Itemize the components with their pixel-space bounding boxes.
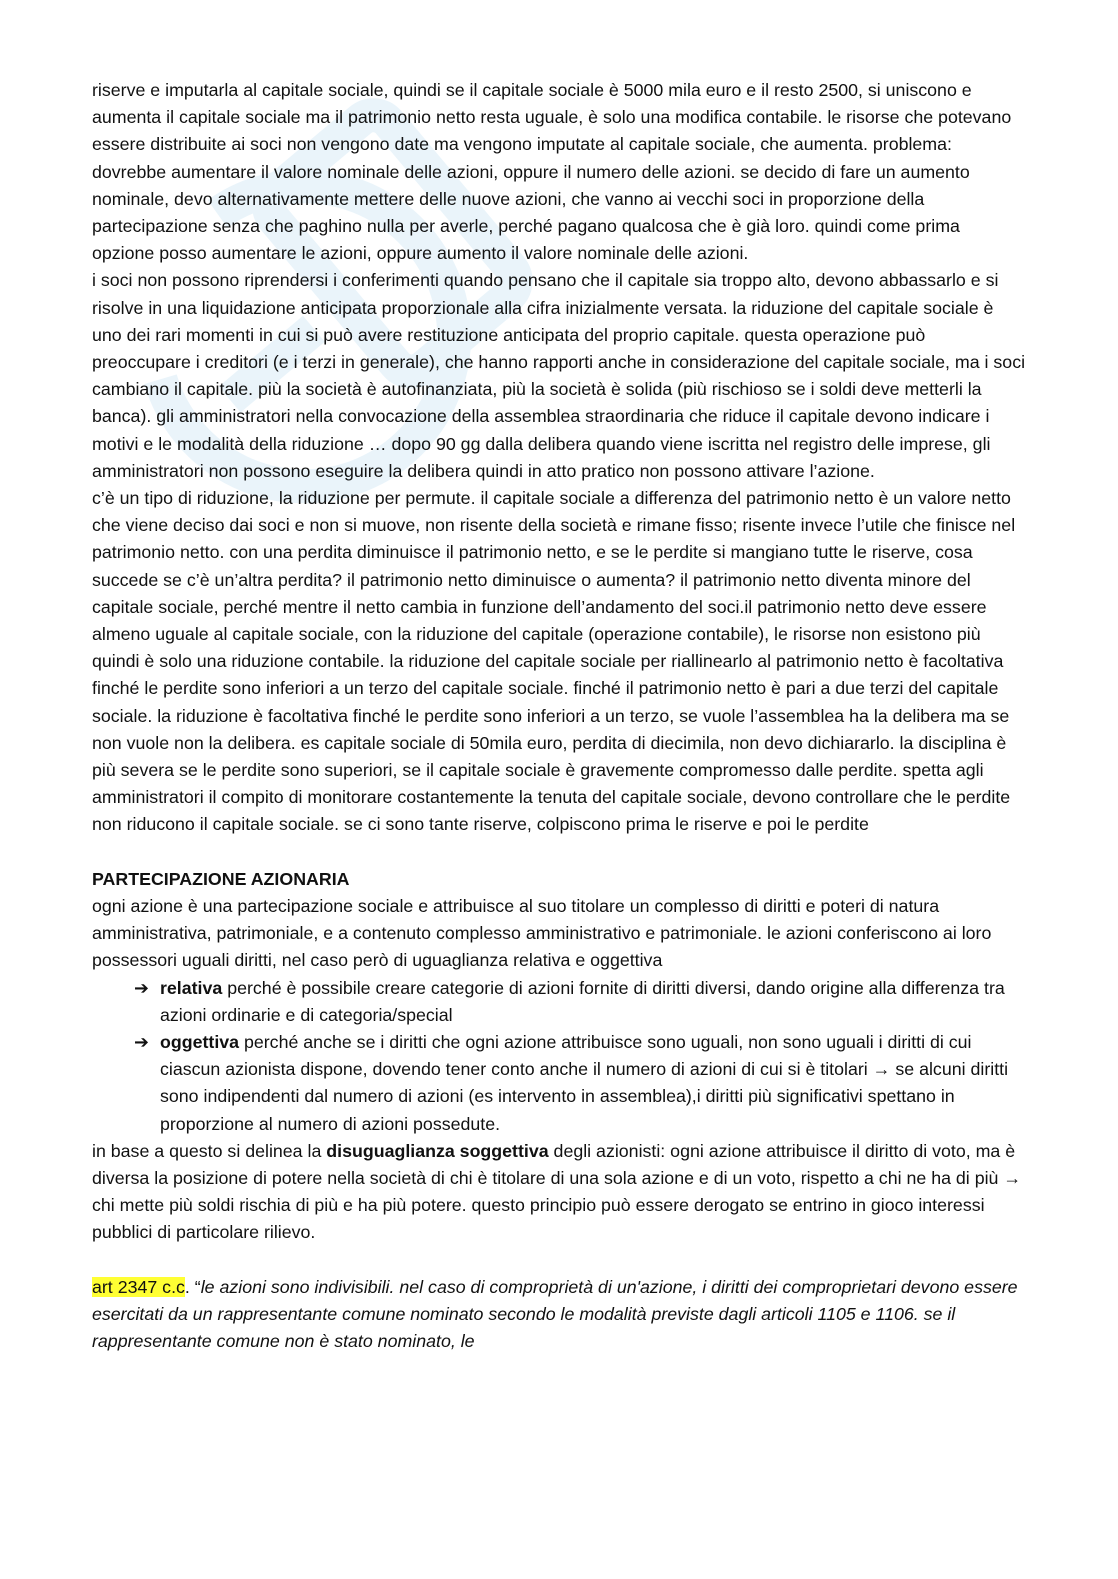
bullet-text: perché anche se i diritti che ogni azione attribuisce sono uguali, non sono uguali i diritti di cui ciascun azionista dispone, dovendo tener conto anche il numero di azioni di cui si è titolari → se alcuni diritti sono indipendenti dal numero di azioni (es intervento in assemblea),i diritti più significativi spettano in proporzione al numero di azioni possedute.	[160, 1031, 1009, 1134]
section-heading: PARTECIPAZIONE AZIONARIA	[92, 868, 350, 889]
bullet-list	[92, 975, 1027, 1138]
article-text: le azioni sono indivisibili. nel caso di comproprietà di un'azione, i diritti dei comproprietari devono essere esercitati da un rappresentante comune nominato secondo le modalità previste dagli articoli 1105 e 1106. se il rappresentante comune non è stato nominato, le	[92, 1276, 1018, 1351]
section-intro: ogni azione è una partecipazione sociale e attribuisce al suo titolare un complesso di diritti e poteri di natura amministrativa, patrimoniale, e a contenuto complesso amministrativo e patrimoniale. le azioni conferiscono ai loro possessori uguali diritti, nel caso però di uguaglianza relativa e oggettiva	[92, 895, 992, 971]
bullet-term: oggettiva	[160, 1031, 240, 1052]
document-page	[92, 77, 1027, 1355]
paragraph-1: riserve e imputarla al capitale sociale, quindi se il capitale sociale è 5000 mila euro e il resto 2500, si uniscono e aumenta il capitale sociale ma il patrimonio netto resta uguale, è solo una modifica contabile. le risorse che potevano essere distribuite ai soci non vengono date ma vengono imputate al capitale sociale, che aumenta. problema: dovrebbe aumentare il valore nominale delle azioni, oppure il numero delle azioni. se decido di fare un aumento nominale, devo alternativamente mettere delle nuove azioni, che vanno ai vecchi soci in proporzione della partecipazione senza che paghino nulla per averle, perché pagano qualcosa che è già loro. quindi come prima opzione posso aumentare le azioni, oppure aumento il valore nominale delle azioni.	[92, 80, 1012, 264]
paragraph-2: i soci non possono riprendersi i conferimenti quando pensano che il capitale sia troppo alto, devono abbassarlo e si risolve in una liquidazione anticipata proporzionale alla cifra inizialmente versata. la riduzione del capitale sociale è uno dei rari momenti in cui si può avere restituzione anticipata del proprio capitale. questa operazione può preoccupare i creditori (e i terzi in generale), che hanno rapporti anche in considerazione del capitale sociale, ma i soci cambiano il capitale. più la società è autofinanziata, più la società è solida (più rischioso se i soldi deve metterli la banca). gli amministratori nella convocazione della assemblea straordinaria che riduce il capitale devono indicare i motivi e le modalità della riduzione … dopo 90 gg dalla delibera quando viene iscritta nel registro delle imprese, gli amministratori non possono eseguire la delibera quindi in atto pratico non possono attivare l’azione.	[92, 270, 1026, 481]
paragraph-3: c’è un tipo di riduzione, la riduzione per permute. il capitale sociale a differenza del patrimonio netto è un valore netto che viene deciso dai soci e non si muove, non risente della società e rimane fisso; risente invece l’utile che finisce nel patrimonio netto. con una perdita diminuisce il patrimonio netto, e se le perdite si mangiano tutte le riserve, cosa succede se c’è un’altra perdita? il patrimonio netto diminuisce o aumenta? il patrimonio netto diventa minore del capitale sociale, perché mentre il netto cambia in funzione dell’andamento del soci.il patrimonio netto deve essere almeno uguale al capitale sociale, con la riduzione del capitale (operazione contabile), le risorse non esistono più quindi è solo una riduzione contabile. la riduzione del capitale sociale per riallinearlo al patrimonio netto è facoltativa finché le perdite sono inferiori a un terzo del capitale sociale. finché il patrimonio netto è pari a due terzi del capitale sociale. la riduzione è facoltativa finché le perdite sono inferiori a un terzo, se vuole l’assemblea ha la delibera ma se non vuole non la delibera. es capitale sociale di 50mila euro, perdita di diecimila, non devo dichiararlo. la disciplina è più severa se le perdite sono superiori, se il capitale sociale è gravemente compromesso dalle perdite. spetta agli amministratori il compito di monitorare costantemente la tenuta del capitale sociale, devono controllare che le perdite non riducono il capitale sociale. se ci sono tante riserve, colpiscono prima le riserve e poi le perdite	[92, 488, 1016, 835]
arrow-icon: ➔	[134, 977, 149, 998]
conclusion-bold: disuguaglianza soggettiva	[326, 1140, 549, 1161]
article-separator: . “	[184, 1276, 201, 1297]
article-quote	[92, 1274, 1027, 1356]
article-reference: art 2347 c.c	[92, 1276, 185, 1297]
list-item	[134, 1029, 1027, 1138]
bullet-text: perché è possibile creare categorie di azioni fornite di diritti diversi, dando origine alla differenza tra azioni ordinarie e di categoria/special	[160, 977, 1005, 1025]
list-item	[134, 975, 1027, 1029]
section-conclusion	[92, 1138, 1027, 1247]
conclusion-pre: in base a questo si delinea la	[92, 1140, 327, 1161]
arrow-icon: ➔	[134, 1031, 149, 1052]
conclusion-post: degli azionisti: ogni azione attribuisce il diritto di voto, ma è diversa la posizione di potere nella società di chi è titolare di una sola azione e di un voto, rispetto a chi ne ha di più → chi mette più soldi rischia di più e ha più potere. questo principio può essere derogato se entrino in gioco interessi pubblici di particolare rilievo.	[92, 1140, 1022, 1243]
bullet-term: relativa	[160, 977, 223, 998]
